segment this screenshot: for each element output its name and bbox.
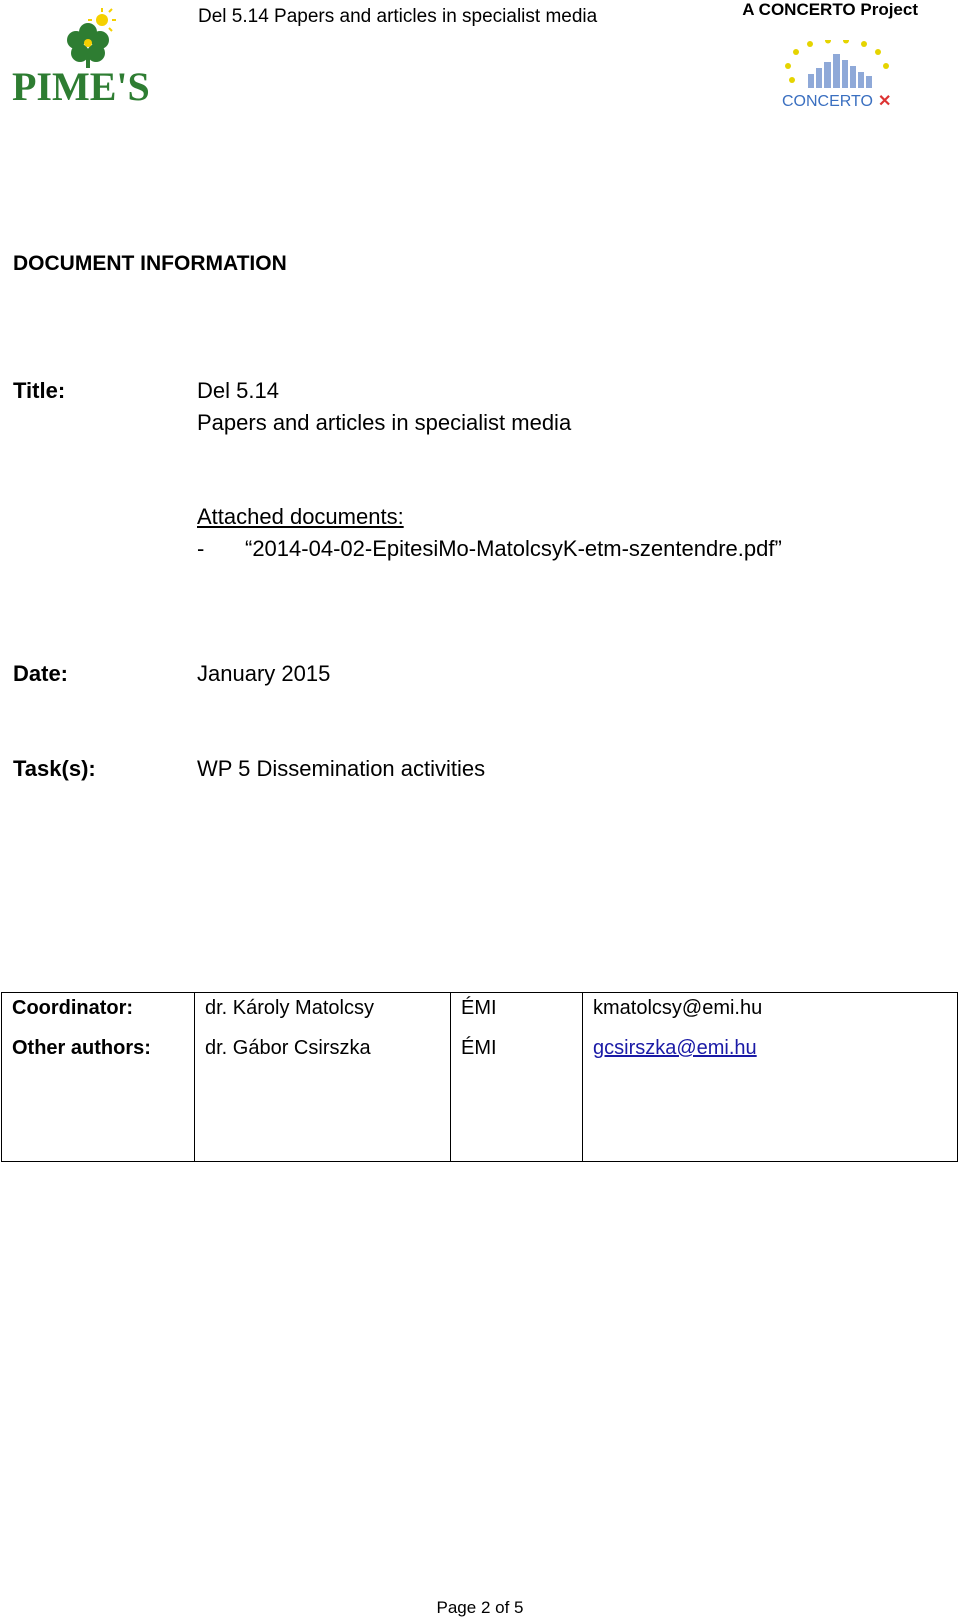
- table-row: [2, 1037, 958, 1073]
- attached-document-item: [197, 536, 782, 562]
- title-line2: Papers and articles in specialist media: [197, 410, 572, 435]
- svg-text:✕: ✕: [878, 93, 892, 110]
- authors-table: [1, 992, 958, 1162]
- attached-document-name: “2014-04-02-EpitesiMo-MatolcsyK-etm-szentendre.pdf”: [245, 536, 782, 561]
- svg-text:CONCERTO: CONCERTO: [782, 93, 873, 110]
- author-name: dr. Károly Matolcsy: [195, 993, 451, 1038]
- concerto-logo: [778, 40, 896, 116]
- header-document-title: Del 5.14 Papers and articles in specialist media: [198, 6, 598, 27]
- title-label: Title:: [13, 378, 66, 403]
- author-name: dr. Gábor Csirszka: [195, 1037, 451, 1073]
- header-project-label: A CONCERTO Project: [742, 0, 918, 19]
- pimes-logo: [12, 8, 172, 108]
- author-email: kmatolcsy@emi.hu: [583, 993, 958, 1038]
- date-label: Date:: [13, 661, 69, 686]
- concerto-logo-icon: [778, 40, 896, 116]
- author-org: ÉMI: [451, 993, 583, 1038]
- attached-documents-label: Attached documents:: [197, 504, 404, 529]
- pimes-flower-logo-icon: [12, 8, 172, 108]
- author-email-link[interactable]: gcsirszka@emi.hu: [593, 1037, 757, 1060]
- title-line1: Del 5.14: [197, 378, 279, 403]
- table-row: [2, 993, 958, 1038]
- author-role: Coordinator:: [2, 993, 195, 1038]
- page-number: Page 2 of 5: [436, 1598, 524, 1617]
- tasks-label: Task(s):: [13, 756, 96, 781]
- tasks-value: WP 5 Dissemination activities: [197, 756, 486, 781]
- table-row-empty: [2, 1073, 958, 1162]
- svg-text:PIME'S: PIME'S: [12, 64, 150, 108]
- list-dash: -: [197, 536, 205, 561]
- date-value: January 2015: [197, 661, 331, 686]
- author-org: ÉMI: [451, 1037, 583, 1073]
- author-role: Other authors:: [2, 1037, 195, 1073]
- section-title: DOCUMENT INFORMATION: [13, 252, 287, 275]
